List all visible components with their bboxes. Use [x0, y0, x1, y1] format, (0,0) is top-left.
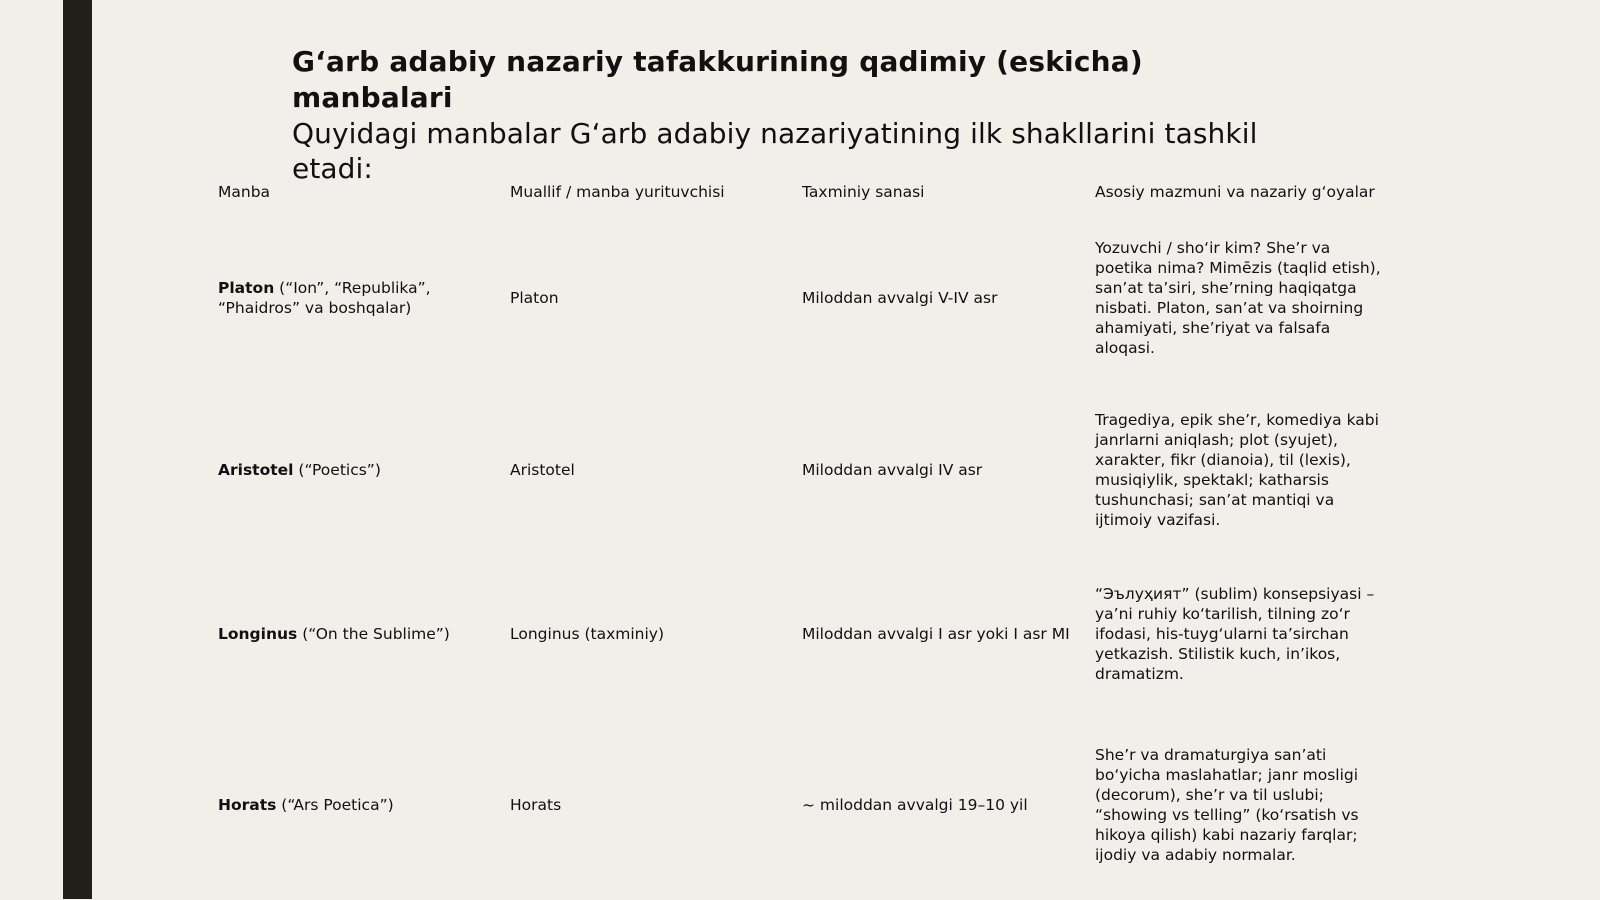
- date-cell: ~ miloddan avvalgi 19–10 yil: [802, 796, 1028, 814]
- description-cell: Yozuvchi / sho‘ir kim? She’r va poetika nima? Mimēzis (taqlid etish), san’at ta’siri, she’rning haqiqatga nisbati. Platon, san’at va shoirning ahamiyati, she’riyat va falsafa aloqasi.: [1095, 239, 1381, 357]
- source-works: (“On the Sublime”): [297, 625, 450, 643]
- author-cell: Aristotel: [510, 461, 575, 479]
- date-cell: Miloddan avvalgi V-IV asr: [802, 289, 998, 307]
- date-cell: Miloddan avvalgi IV asr: [802, 461, 983, 479]
- source-name: Horats: [218, 796, 277, 814]
- header-source: Manba: [218, 183, 271, 201]
- author-cell: Platon: [510, 289, 559, 307]
- source-name: Aristotel: [218, 461, 294, 479]
- header-description: Asosiy mazmuni va nazariy g‘oyalar: [1095, 183, 1375, 201]
- source-cell: [212, 558, 504, 710]
- source-cell: [212, 214, 504, 382]
- table-row: [212, 382, 1392, 558]
- table-row: [212, 214, 1392, 382]
- author-cell: Longinus (taxminiy): [510, 625, 665, 643]
- slide-title: G‘arb adabiy nazariy tafakkurining qadimiy (eskicha) manbalari: [292, 45, 1143, 114]
- source-works: (“Poetics”): [293, 461, 381, 479]
- description-cell: “Эълуҳият” (sublim) konsepsiyasi – ya’ni ruhiy ko‘tarilish, tilning zo‘r ifodasi, his-tuyg‘ularni ta’sirchan yetkazish. Stilistik kuch, in’ikos, dramatizm.: [1095, 585, 1375, 683]
- sources-table: [212, 178, 1392, 900]
- title-block: [292, 44, 1282, 187]
- header-date: Taxminiy sanasi: [802, 183, 925, 201]
- source-name: Longinus: [218, 625, 298, 643]
- author-cell: Horats: [510, 796, 562, 814]
- left-accent-bar: [63, 0, 92, 899]
- source-cell: [212, 382, 504, 558]
- slide-subtitle: Quyidagi manbalar G‘arb adabiy nazariyatining ilk shakllarini tashkil etadi:: [292, 116, 1258, 186]
- source-name: Platon: [218, 279, 275, 297]
- date-cell: Miloddan avvalgi I asr yoki I asr MI: [802, 625, 1070, 643]
- description-cell: Tragediya, epik she’r, komediya kabi janrlarni aniqlash; plot (syujet), xarakter, fikr (dianoia), til (lexis), musiqiylik, spektakl; katharsis tushunchasi; san’at mantiqi va ijtimoiy vazifasi.: [1095, 411, 1379, 529]
- description-cell: She’r va dramaturgiya san’ati bo‘yicha maslahatlar; janr mosligi (decorum), she’r va til uslubi; “showing vs telling” (ko‘rsatish vs hikoya qilish) kabi nazariy farqlar; ijodiy va adabiy normalar.: [1095, 746, 1359, 864]
- table-header-row: [212, 178, 1392, 214]
- source-works: (“Ars Poetica”): [276, 796, 394, 814]
- header-author: Muallif / manba yurituvchisi: [510, 183, 725, 201]
- source-works: (“Ion”, “Republika”, “Phaidros” va boshqalar): [218, 279, 431, 317]
- table-row: [212, 558, 1392, 710]
- source-cell: [212, 710, 504, 900]
- table-row: [212, 710, 1392, 900]
